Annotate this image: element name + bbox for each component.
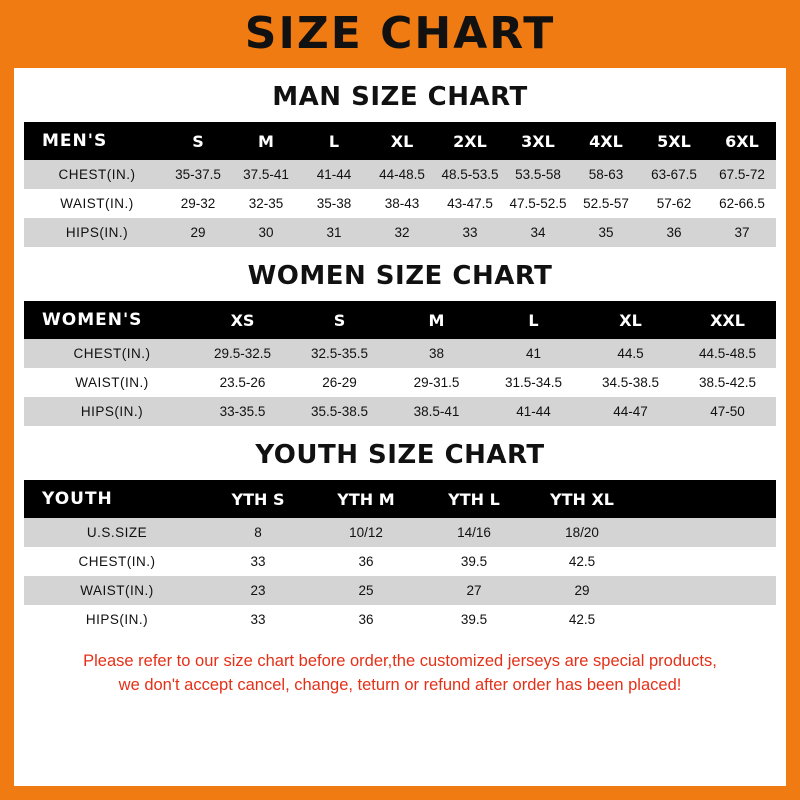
col-header: XXL <box>679 301 776 339</box>
cell: 41-44 <box>485 397 582 426</box>
col-header: YTH L <box>420 480 528 518</box>
cell: 34.5-38.5 <box>582 368 679 397</box>
youth-size-table <box>24 480 776 634</box>
page-header <box>0 0 800 68</box>
cell: 26-29 <box>291 368 388 397</box>
col-header: YTH M <box>312 480 420 518</box>
cell: 34 <box>504 218 572 247</box>
cell: 29 <box>164 218 232 247</box>
col-header: S <box>291 301 388 339</box>
women-size-table <box>24 301 776 426</box>
cell: 41 <box>485 339 582 368</box>
header-label-womens: WOMEN'S <box>24 301 194 339</box>
cell: 29 <box>528 576 636 605</box>
section-title-youth: YOUTH SIZE CHART <box>255 440 545 470</box>
cell: 36 <box>312 547 420 576</box>
cell: 33 <box>436 218 504 247</box>
cell: 53.5-58 <box>504 160 572 189</box>
table-header-row <box>24 301 776 339</box>
man-size-table <box>24 122 776 247</box>
cell: 33 <box>204 547 312 576</box>
row-label: HIPS(IN.) <box>24 605 204 634</box>
col-header: L <box>300 122 368 160</box>
cell: 33 <box>204 605 312 634</box>
cell: 67.5-72 <box>708 160 776 189</box>
col-header: M <box>388 301 485 339</box>
cell: 25 <box>312 576 420 605</box>
table-row <box>24 218 776 247</box>
row-label: HIPS(IN.) <box>24 218 164 247</box>
col-header: YTH XL <box>528 480 636 518</box>
cell: 36 <box>640 218 708 247</box>
cell: 8 <box>204 518 312 547</box>
footer-note <box>38 650 762 698</box>
section-title-man: MAN SIZE CHART <box>272 82 528 112</box>
cell: 58-63 <box>572 160 640 189</box>
row-label: CHEST(IN.) <box>24 547 204 576</box>
cell: 62-66.5 <box>708 189 776 218</box>
chart-content <box>14 82 786 698</box>
table-row <box>24 160 776 189</box>
cell: 44.5 <box>582 339 679 368</box>
table-row <box>24 368 776 397</box>
cell: 48.5-53.5 <box>436 160 504 189</box>
section-title-women: WOMEN SIZE CHART <box>247 261 553 291</box>
row-label: CHEST(IN.) <box>24 339 194 368</box>
col-header: M <box>232 122 300 160</box>
cell-spacer <box>636 605 776 634</box>
col-header: 4XL <box>572 122 640 160</box>
cell: 44-47 <box>582 397 679 426</box>
table-row <box>24 576 776 605</box>
cell: 47.5-52.5 <box>504 189 572 218</box>
cell: 31.5-34.5 <box>485 368 582 397</box>
cell: 39.5 <box>420 605 528 634</box>
cell: 18/20 <box>528 518 636 547</box>
cell: 41-44 <box>300 160 368 189</box>
table-row <box>24 189 776 218</box>
col-header: XS <box>194 301 291 339</box>
row-label: WAIST(IN.) <box>24 189 164 218</box>
cell: 32 <box>368 218 436 247</box>
cell: 32-35 <box>232 189 300 218</box>
cell: 57-62 <box>640 189 708 218</box>
row-label: WAIST(IN.) <box>24 576 204 605</box>
cell: 52.5-57 <box>572 189 640 218</box>
col-header: XL <box>368 122 436 160</box>
footer-note-line1: Please refer to our size chart before order,the customized jerseys are special products, <box>83 652 717 670</box>
bottom-accent-bar <box>0 786 800 800</box>
cell: 33-35.5 <box>194 397 291 426</box>
table-row <box>24 518 776 547</box>
cell-spacer <box>636 576 776 605</box>
row-label: HIPS(IN.) <box>24 397 194 426</box>
cell: 44.5-48.5 <box>679 339 776 368</box>
cell-spacer <box>636 518 776 547</box>
cell: 35.5-38.5 <box>291 397 388 426</box>
cell: 38-43 <box>368 189 436 218</box>
cell: 42.5 <box>528 605 636 634</box>
cell: 35 <box>572 218 640 247</box>
cell: 14/16 <box>420 518 528 547</box>
cell: 23 <box>204 576 312 605</box>
table-row <box>24 339 776 368</box>
page-title: SIZE CHART <box>244 8 556 59</box>
cell: 35-37.5 <box>164 160 232 189</box>
col-header: 6XL <box>708 122 776 160</box>
col-header: XL <box>582 301 679 339</box>
table-row <box>24 397 776 426</box>
row-label: U.S.SIZE <box>24 518 204 547</box>
table-header-row <box>24 480 776 518</box>
cell: 63-67.5 <box>640 160 708 189</box>
cell: 31 <box>300 218 368 247</box>
col-header: 3XL <box>504 122 572 160</box>
table-row <box>24 547 776 576</box>
row-label: WAIST(IN.) <box>24 368 194 397</box>
col-header: S <box>164 122 232 160</box>
cell: 29-31.5 <box>388 368 485 397</box>
col-header: L <box>485 301 582 339</box>
cell: 38 <box>388 339 485 368</box>
cell: 36 <box>312 605 420 634</box>
header-label-youth: YOUTH <box>24 480 204 518</box>
cell: 44-48.5 <box>368 160 436 189</box>
cell: 43-47.5 <box>436 189 504 218</box>
cell: 32.5-35.5 <box>291 339 388 368</box>
cell: 37.5-41 <box>232 160 300 189</box>
cell: 27 <box>420 576 528 605</box>
cell: 38.5-41 <box>388 397 485 426</box>
cell: 30 <box>232 218 300 247</box>
cell: 29-32 <box>164 189 232 218</box>
row-label: CHEST(IN.) <box>24 160 164 189</box>
col-header: 5XL <box>640 122 708 160</box>
cell: 23.5-26 <box>194 368 291 397</box>
cell: 35-38 <box>300 189 368 218</box>
cell: 10/12 <box>312 518 420 547</box>
col-header-spacer <box>636 480 776 518</box>
cell: 38.5-42.5 <box>679 368 776 397</box>
footer-note-line2: we don't accept cancel, change, teturn or refund after order has been placed! <box>118 675 682 694</box>
cell-spacer <box>636 547 776 576</box>
col-header: 2XL <box>436 122 504 160</box>
cell: 37 <box>708 218 776 247</box>
col-header: YTH S <box>204 480 312 518</box>
cell: 29.5-32.5 <box>194 339 291 368</box>
cell: 42.5 <box>528 547 636 576</box>
cell: 39.5 <box>420 547 528 576</box>
header-label-mens: MEN'S <box>24 122 164 160</box>
table-header-row <box>24 122 776 160</box>
table-row <box>24 605 776 634</box>
cell: 47-50 <box>679 397 776 426</box>
